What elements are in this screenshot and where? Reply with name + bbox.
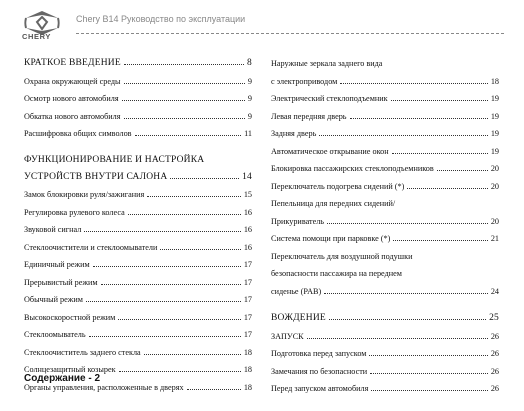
toc-entry-title: Стеклоомыватель xyxy=(24,330,86,339)
toc-entry-title: Левая передняя дверь xyxy=(271,111,347,121)
toc-entry xyxy=(271,125,499,143)
toc-entry xyxy=(24,169,252,187)
dot-leader xyxy=(118,314,241,320)
toc-entry-title: ЗАПУСК xyxy=(271,331,304,341)
dot-leader xyxy=(84,226,240,232)
toc-entry xyxy=(271,143,499,161)
toc-entry xyxy=(271,328,499,346)
toc-entry-title: Стеклоочистители и стеклоомыватели xyxy=(24,242,158,252)
toc-entry xyxy=(271,213,499,231)
toc-page-number: 8 xyxy=(247,58,252,68)
toc-page-number: 16 xyxy=(243,225,252,234)
toc-entry-title: Осмотр нового автомобиля xyxy=(24,94,119,103)
toc-entry xyxy=(24,344,252,362)
toc-entry-title: Переключатель для воздушной подушки xyxy=(271,251,413,261)
toc-entry xyxy=(24,204,252,222)
toc-entry-title: Переключатель подогрева сидений (*) xyxy=(271,181,405,191)
toc-entry xyxy=(271,195,499,213)
toc-page-number: 18 xyxy=(243,382,252,392)
toc-entry xyxy=(271,90,499,108)
toc-entry-title: Единичный режим xyxy=(24,260,90,269)
dot-leader xyxy=(135,130,242,136)
toc-entry-title: ВОЖДЕНИЕ xyxy=(271,313,326,323)
dot-leader xyxy=(437,165,488,171)
toc-entry-title: безопасности пассажира на переднем xyxy=(271,269,402,278)
page-header xyxy=(0,0,524,48)
dot-leader xyxy=(147,191,241,197)
toc-page-number: 24 xyxy=(490,286,499,296)
dot-leader xyxy=(391,95,488,101)
toc-entry xyxy=(271,73,499,91)
dot-leader xyxy=(319,130,488,136)
toc-page-number: 19 xyxy=(490,111,499,121)
dot-leader xyxy=(128,209,241,215)
dot-leader xyxy=(93,261,241,267)
dot-leader xyxy=(101,279,241,285)
toc-entry xyxy=(24,73,252,91)
toc-entry xyxy=(24,239,252,257)
dot-leader xyxy=(86,296,241,302)
toc-entry-title: Расшифровка общих символов xyxy=(24,129,132,138)
toc-entry-title: ФУНКЦИОНИРОВАНИЕ И НАСТРОЙКА xyxy=(24,154,205,165)
toc-entry-title: Прикуриватель xyxy=(271,216,325,226)
toc-page-number: 9 xyxy=(247,94,252,103)
toc-page-number: 18 xyxy=(243,347,252,357)
toc-entry xyxy=(24,90,252,108)
dot-leader xyxy=(119,366,241,372)
dot-leader xyxy=(124,59,244,65)
brand-wordmark: CHERY xyxy=(22,32,51,41)
toc-entry-title: Обычный режим xyxy=(24,295,83,304)
toc-page-number: 20 xyxy=(490,181,499,191)
toc-page-number: 19 xyxy=(490,94,499,103)
toc-page-number: 20 xyxy=(490,216,499,226)
toc-entry-title: Звуковой сигнал xyxy=(24,225,82,234)
toc-page-number: 9 xyxy=(247,111,252,121)
toc-page-number: 16 xyxy=(243,207,252,217)
toc-entry-title: Пепельница для передних сидений/ xyxy=(271,199,396,208)
toc-left-column xyxy=(24,55,252,396)
toc-page-number: 26 xyxy=(490,366,499,376)
toc-page-number: 17 xyxy=(243,277,252,287)
toc-page-number: 17 xyxy=(243,330,252,339)
dot-leader xyxy=(144,349,241,355)
toc-entry-title: Охрана окружающей среды xyxy=(24,76,121,86)
toc-page-number: 19 xyxy=(490,146,499,156)
toc-page-number: 20 xyxy=(490,164,499,173)
dot-leader xyxy=(393,235,487,241)
dot-leader xyxy=(407,183,487,189)
toc-entry xyxy=(271,310,499,328)
dot-leader xyxy=(392,148,488,154)
toc-entry-title: Прерывистый режим xyxy=(24,277,98,287)
dot-leader xyxy=(170,173,239,179)
toc-entry xyxy=(24,55,252,73)
toc-entry xyxy=(271,230,499,248)
toc-entry-title: Органы управления, расположенные в дверях xyxy=(24,382,184,392)
toc-entry-title: Наружные зеркала заднего вида xyxy=(271,59,383,68)
dot-leader xyxy=(329,314,486,320)
dot-leader xyxy=(124,113,245,119)
toc-entry-title: Подготовка перед запуском xyxy=(271,349,367,358)
dot-leader xyxy=(371,385,487,391)
toc-entry-title: Перед запуском автомобиля xyxy=(271,384,369,393)
manual-title: Chery B14 Руководство по эксплуатации xyxy=(76,14,246,24)
toc-entry-title: Блокировка пассажирских стеклоподъемников xyxy=(271,164,434,173)
toc-page-number: 26 xyxy=(490,349,499,358)
toc-entry-title: УСТРОЙСТВ ВНУТРИ САЛОНА xyxy=(24,171,168,182)
toc-entry xyxy=(271,363,499,381)
toc-entry-title: Стеклоочиститель заднего стекла xyxy=(24,347,141,357)
toc-entry-title: КРАТКОЕ ВВЕДЕНИЕ xyxy=(24,58,121,68)
toc-entry xyxy=(24,326,252,344)
dot-leader xyxy=(89,331,241,337)
page-footer: Содержание - 2 xyxy=(24,373,101,384)
toc-entry-title: Обкатка нового автомобиля xyxy=(24,111,121,121)
dot-leader xyxy=(187,384,241,390)
toc-entry-title: Высокоскоростной режим xyxy=(24,312,116,322)
dot-leader xyxy=(340,78,488,84)
dot-leader xyxy=(324,288,488,294)
toc-entry-title: Замечания по безопасности xyxy=(271,366,368,376)
toc-page-number: 15 xyxy=(243,190,252,199)
toc-page-number: 14 xyxy=(242,171,252,182)
toc-entry xyxy=(24,186,252,204)
toc-entry-title: Электрический стеклоподъемник xyxy=(271,94,388,103)
dot-leader xyxy=(124,78,245,84)
dot-leader xyxy=(350,113,488,119)
toc-entry xyxy=(271,160,499,178)
toc-entry-title: Задняя дверь xyxy=(271,129,317,138)
toc-page-number: 17 xyxy=(243,295,252,304)
toc-entry xyxy=(271,283,499,301)
toc-page-number: 25 xyxy=(489,313,499,323)
toc-page-number: 11 xyxy=(244,129,252,138)
toc-page-number: 17 xyxy=(243,260,252,269)
toc-right-column xyxy=(271,55,499,398)
dot-leader xyxy=(369,350,487,356)
toc-entry xyxy=(24,309,252,327)
dot-leader xyxy=(370,368,488,374)
toc-entry xyxy=(271,108,499,126)
toc-page-number: 26 xyxy=(490,331,499,341)
dot-leader xyxy=(327,218,488,224)
toc-entry xyxy=(24,256,252,274)
dot-leader xyxy=(160,244,240,250)
toc-entry xyxy=(24,291,252,309)
toc-page-number: 19 xyxy=(490,129,499,138)
toc-entry-title: Автоматическое открывание окон xyxy=(271,146,389,156)
toc-entry xyxy=(271,380,499,398)
dot-leader xyxy=(122,95,245,101)
dot-leader xyxy=(307,333,488,339)
toc-entry-title: Солнцезащитный козырек xyxy=(24,365,116,374)
toc-entry xyxy=(24,108,252,126)
toc-entry xyxy=(271,345,499,363)
header-divider xyxy=(76,33,504,34)
toc-entry-title: сиденье (PAB) xyxy=(271,286,322,296)
toc-entry-title: с электроприводом xyxy=(271,76,338,86)
toc-entry xyxy=(271,248,499,266)
toc-page-number: 18 xyxy=(243,365,252,374)
toc-entry xyxy=(24,152,252,169)
toc-page-number: 16 xyxy=(243,242,252,252)
toc-entry xyxy=(271,178,499,196)
toc-entry-title: Замок блокировки руля/зажигания xyxy=(24,190,145,199)
toc-entry-title: Регулировка рулевого колеса xyxy=(24,207,125,217)
toc-entry-title: Система помощи при парковке (*) xyxy=(271,234,391,243)
toc-page-number: 9 xyxy=(247,76,252,86)
toc-entry xyxy=(271,55,499,73)
toc-page-number: 26 xyxy=(490,384,499,393)
toc-page-number: 18 xyxy=(490,76,499,86)
toc-entry xyxy=(271,265,499,283)
toc-entry xyxy=(24,221,252,239)
toc-entry xyxy=(24,125,252,143)
toc-page-number: 21 xyxy=(490,234,499,243)
toc-entry xyxy=(24,274,252,292)
toc-page-number: 17 xyxy=(243,312,252,322)
